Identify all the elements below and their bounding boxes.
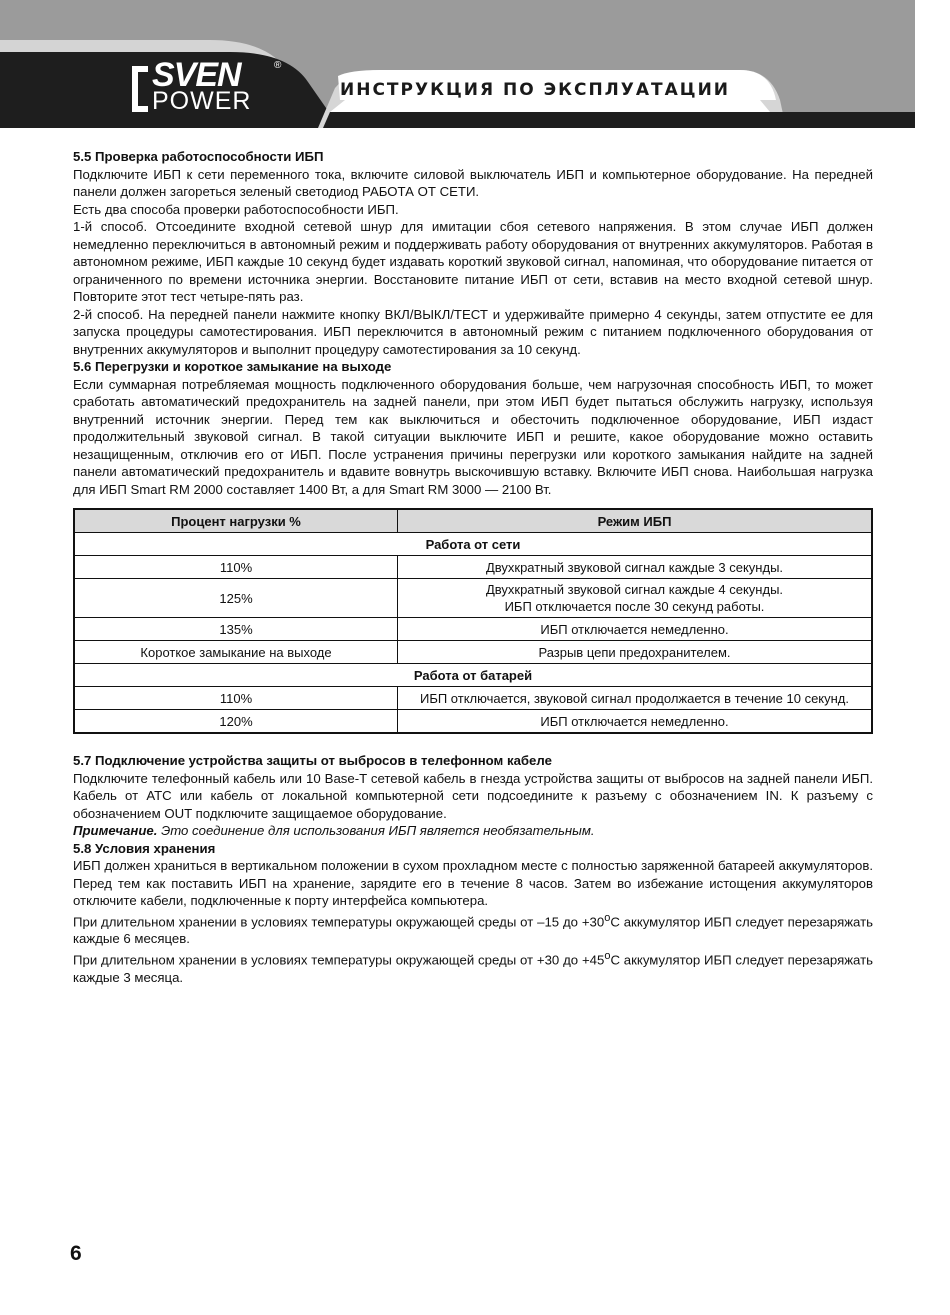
section-5-8-paragraph [73, 910, 873, 948]
storage-text: С аккумулятор ИБП следует перезаряжать каждые 3 месяца. [73, 952, 874, 985]
note-text: Это соединение для использования ИБП является необязательным. [157, 823, 595, 838]
column-header-load: Процент нагрузки % [74, 509, 398, 533]
section-5-5-paragraph: Есть два способа проверки работоспособности ИБП. [73, 201, 399, 217]
load-mode-table [73, 508, 873, 734]
section-5-7-paragraph: Подключите телефонный кабель или 10 Base-T сетевой кабель в гнезда устройства защиты от выбросов на задней панели ИБП. Кабель от АТС или кабель от локальной компьютерной сети подсоедините к разъему с обозначением IN. К разъему с обозначением OUT подключите защищаемое оборудование. [73, 770, 873, 821]
table-group-row [74, 533, 872, 556]
section-5-6-paragraph: Если суммарная потребляемая мощность подключенного оборудования больше, чем нагрузочная способность ИБП, то может сработать автоматический предохранитель на задней панели, при этом ИБП будет пытаться обслужить нагрузку, используя внутренний источник энергии. Перед тем как выключиться и обесточить подключенное оборудование, ИБП издаст продолжительный звуковой сигнал. В такой ситуации выключите ИБП и решите, какое оборудование можно оставить незащищенным, отключив его от ИБП. После устранения причины перегрузки или короткого замыкания найдите на задней панели автоматический предохранитель и вдавите вовнутрь выскочившую вставку. Включите ИБП снова. Наибольшая нагрузка для ИБП Smart RM 2000 составляет 1400 Вт, а для Smart RM 3000 — 2100 Вт. [73, 376, 873, 497]
mode-cell: ИБП отключается, звуковой сигнал продолжается в течение 10 секунд. [398, 687, 873, 710]
section-5-5-paragraph: 1-й способ. Отсоедините входной сетевой шнур для имитации сбоя сетевого напряжения. В этом случае ИБП должен немедленно переключиться в автономный режим и поддерживать работу оборудования от внутренних аккумуляторов. Работая в автономном режиме, ИБП каждые 10 секунд будет издавать короткий звуковой сигнал, напоминая, что оборудование питается от ограниченного по времени источника энергии. Восстановите питание ИБП от сети, вставив на место входной сетевой шнур. Повторите этот тест четыре-пять раз. [73, 219, 873, 304]
mode-cell: ИБП отключается немедленно. [398, 618, 873, 641]
section-5-6-heading: 5.6 Перегрузки и короткое замыкание на выходе [73, 359, 392, 374]
section-5-7-heading: 5.7 Подключение устройства защиты от выбросов в телефонном кабеле [73, 753, 552, 768]
table-row [74, 618, 872, 641]
table-header-row [74, 509, 872, 533]
group-label-battery: Работа от батарей [74, 664, 872, 687]
note-label: Примечание. [73, 823, 158, 838]
logo-bracket-icon [128, 64, 150, 114]
section-5-5-heading: 5.5 Проверка работоспособности ИБП [73, 149, 324, 164]
table-row [74, 687, 872, 710]
page-number: 6 [70, 1242, 82, 1265]
registered-mark: ® [274, 60, 282, 71]
storage-text: При длительном хранении в условиях температуры окружающей среды от +30 до +45 [73, 952, 605, 968]
section-5-5-paragraph: 2-й способ. На передней панели нажмите кнопку ВКЛ/ВЫКЛ/ТЕСТ и удерживайте примерно 4 секунды, затем отпустите ее для запуска процедуры самотестирования. ИБП переключится в автономный режим с питанием подключенного оборудования от внутренних аккумуляторов и выполнит процедуру самотестирования за 10 секунд. [73, 306, 873, 357]
load-cell: 135% [74, 618, 398, 641]
section-5-7-note [73, 822, 873, 840]
load-cell: Короткое замыкание на выходе [74, 641, 398, 664]
load-cell: 125% [74, 579, 398, 618]
section-5-8-paragraph [73, 948, 873, 986]
document-body [73, 148, 873, 986]
storage-text: При длительном хранении в условиях температуры окружающей среды от –15 до +30 [73, 913, 605, 929]
mode-line: ИБП отключается после 30 секунд работы. [504, 599, 765, 614]
sven-power-logo [128, 58, 288, 118]
section-5-8-heading: 5.8 Условия хранения [73, 840, 216, 856]
page-header [0, 0, 915, 128]
logo-text-sven: SVEN [152, 56, 241, 94]
table-row [74, 641, 872, 664]
load-cell: 120% [74, 710, 398, 734]
table-group-row [74, 664, 872, 687]
section-5-8-paragraph: ИБП должен храниться в вертикальном положении в сухом прохладном месте с полностью заряженной батареей аккумуляторов. Перед тем как поставить ИБП на хранение, зарядите его в течение 8 часов. Затем во избежание истощения аккумуляторов отключите кабели, подключенные к порту интерфейса компьютера. [73, 858, 873, 908]
load-cell: 110% [74, 687, 398, 710]
mode-cell: Разрыв цепи предохранителем. [398, 641, 873, 664]
column-header-mode: Режим ИБП [398, 509, 873, 533]
mode-line: Двухкратный звуковой сигнал каждые 4 секунды. [485, 582, 784, 597]
table-row [74, 579, 872, 618]
mode-cell [398, 579, 873, 618]
degree-mark: o [604, 911, 611, 924]
load-cell: 110% [74, 556, 398, 579]
table-row [74, 710, 872, 734]
logo-text-power: POWER [152, 87, 252, 115]
group-label-mains: Работа от сети [74, 533, 872, 556]
mode-cell: Двухкратный звуковой сигнал каждые 3 секунды. [398, 556, 873, 579]
storage-text: С аккумулятор ИБП следует перезаряжать каждые 6 месяцев. [73, 913, 873, 947]
table-row [74, 556, 872, 579]
section-5-5-paragraph: Подключите ИБП к сети переменного тока, включите силовой выключатель ИБП и компьютерное оборудование. На передней панели должен загореться зеленый светодиод РАБОТА ОТ СЕТИ. [73, 166, 873, 199]
header-title: ИНСТРУКЦИЯ ПО ЭКСПЛУАТАЦИИ [340, 80, 731, 100]
mode-cell: ИБП отключается немедленно. [398, 710, 873, 734]
degree-mark: o [604, 949, 611, 962]
